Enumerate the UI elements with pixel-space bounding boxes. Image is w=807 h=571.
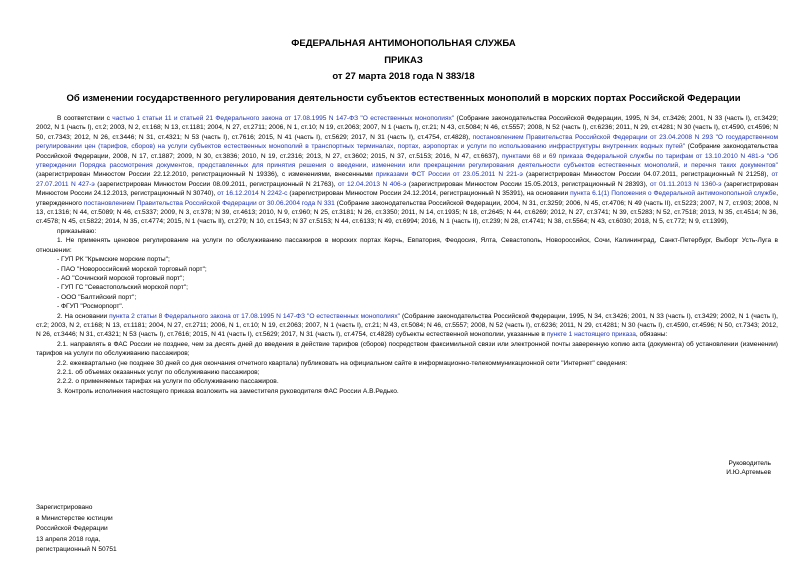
preamble-text: (зарегистрирован Минюстом России 24.12.2013, регистрационный N 30740),: [36, 180, 778, 198]
item-2-text: 2. На основании: [57, 312, 110, 320]
preamble-paragraph: [36, 114, 778, 227]
subitem-2-1: 2.1. направлять в ФАС России не позднее, чем за десять дней до введения в действие тарифов (сборов) посредством факсимильной связи или электронной почты заверенную копию акта (документа) об установлении (изменении) тарифов на услуги по обслуживанию пассажиров;: [36, 340, 778, 358]
preamble-text: (зарегистрирован Минюстом России 15.05.2013, регистрационный N 28393),: [406, 180, 650, 188]
item-3-text: 3. Контроль исполнения настоящего приказа возложить на заместителя руководителя ФАС России А.В.Редько.: [57, 387, 399, 395]
item-2-paragraph: [36, 312, 778, 340]
subject-list-item: - ООО "Балтийский порт";: [57, 293, 137, 301]
fst-order-1360-link[interactable]: от 01.11.2013 N 1360-э: [649, 180, 722, 188]
law-147-article-8-link[interactable]: пункта 2 статьи 8 Федерального закона от 17.08.1995 N 147-ФЗ "О естественных монополиях": [109, 312, 400, 320]
item-1-reference-link[interactable]: пункте 1 настоящего приказа: [546, 331, 636, 339]
fst-order-427-link[interactable]: от 27.07.2011 N 427-э: [36, 171, 778, 188]
subject-list-item: - ГУП ГС "Севастопольский морской порт";: [57, 284, 189, 292]
fst-order-481-link[interactable]: пунктами 68 и 69 приказа Федеральной службы по тарифам от 13.10.2010 N 481-э "Об утверждении Порядка рассмотрения документов, представленных для принятия решения о введении, изменении или прекращении регулирования деятельности субъектов естественных монополий, и перечня таких документов": [36, 152, 779, 170]
agency-heading: ФЕДЕРАЛЬНАЯ АНТИМОНОПОЛЬНАЯ СЛУЖБА: [291, 38, 516, 49]
preamble-text: (Собрание законодательства Российской Федерации, 1995, N 34, ст.3426; 2001, N 33 (часть I), ст.3429; 2002, N 1 (часть I), ст.2; 2003, N 2, ст.168; N 13, ст.1181; 2004, N 27, ст.2711; 2006, N 1, ст.10; N 19, ст.2063; 2007, N 1 (часть I), ст.21; N 43, ст.5084; N 46, ст.5557; 2008, N 52 (часть I), ст.6236; 2011, N 29, ст.4281; N 30 (часть I), ст.4590, ст.4596; N 50, ст.7343; 2012, N 26, ст.3446; N 31, ст.4321; N 53 (часть I), ст.7616; 2015, N 41 (часть I), ст.5629; 2017, N 31 (часть I), ст.4754, ст.4828),: [36, 115, 778, 141]
government-decree-331-link[interactable]: постановлением Правительства Российской Федерации от 30.06.2004 года N 331: [83, 199, 335, 207]
subitem-2-2-2: 2.2.2. о применяемых тарифах на услуги по обслуживанию пассажиров.: [57, 378, 279, 386]
subject-list-item: - ФГУП "Росморпорт".: [57, 303, 124, 311]
registration-block: [36, 503, 117, 556]
preamble-text: (Собрание законодательства Российской Федерации, 2004, N 31, ст.3259; 2006, N 45, ст.4706; N 49 (часть II), ст.5223; 2007, N 7, ст.903; 2008, N 13, ст.1316; N 44, ст.5089; N 46, ст.5337; 2009, N 3, ст.378; N 39, ст.4613; 2010, N 9, ст.960; N 25, ст.3181; N 26, ст.3350; 2011, N 14, ст.1935; N 18, ст.2645; N 44, ст.6269; 2012, N 27, ст.3741; N 39, ст.5283; N 52, ст.7518; 2013, N 35, ст.4514; N 36, ст.4578; N 45, ст.5822; 2014, N 35, ст.4774; 2015, N 1 (часть II), ст.279; N 10, ст.1543; N 37 ст.5153; N 44, ст.6133; N 49, ст.6994; 2016, N 1 (часть II), ст.239; N 28, ст.4741; N 38, ст.5564; N 43, ст.6030; 2018, N 5, ст.772; N 9, ст.1399),: [36, 199, 779, 226]
preamble-text: (Собрание законодательства Российской Федерации, 2008, N 17, ст.1887; 2009, N 30, ст.3836; 2010, N 19, ст.2316; 2013, N 27, ст.3602; 2015, N 37, ст.5153; 2016, N 47, ст.6637),: [36, 143, 778, 160]
date-number-heading: от 27 марта 2018 года N 383/18: [332, 71, 475, 82]
item-2-text: (Собрание законодательства Российской Федерации, 1995, N 34, ст.3426; 2001, N 33 (часть I), ст.3429; 2002, N 1 (часть I), ст.2; 2003, N 2, ст.168; N 13, ст.1181; 2004, N 27, ст.2711; 2006, N 1, ст.10; N 19, ст.2063; 2007, N 1 (часть I), ст.21; N 43, ст.5084; N 46, ст.5557; 2008, N 52 (часть I), ст.6236; 2011, N 29, ст.4281; N 30 (часть I), ст.4590, ст.4596; N 50, ст.7343; 2012, N 26, ст.3446; N 31, ст.4321; N 53 (часть I), ст.7616; 2015, N 41 (часть I), ст.5629; 2017, N 31 (часть I), ст.4754, ст.4828) субъекты естественной монополии, указанные в: [36, 312, 778, 339]
subject-heading: Об изменении государственного регулирования деятельности субъектов естественных монополий в морских портах Российской Федерации: [66, 93, 741, 104]
item-1-text: 1. Не применять ценовое регулирование на услуги по обслуживанию пассажиров в морских портах Керчь, Евпатория, Феодосия, Ялта, Севастополь, Новороссийск, Сочи, Калининград, Санкт-Петербург, Выборг Усть-Луга в отношении:: [36, 237, 778, 254]
registration-line: 13 апреля 2018 года,: [36, 535, 101, 543]
preamble-text: (зарегистрирован Минюстом России 08.09.2011, регистрационный N 21763),: [94, 180, 338, 188]
preamble-text: В соответствии с: [57, 115, 113, 122]
preamble-text: (зарегистрирован Минюстом России 04.07.2011, регистрационный N 21258),: [522, 171, 772, 179]
signatory-role: Руководитель: [728, 460, 771, 467]
preamble-text: (зарегистрирован Минюстом России 24.12.2014, регистрационный N 35391), на основании: [287, 190, 571, 198]
subitem-2-2-1: 2.2.1. об объемах оказанных услуг по обслуживанию пассажиров;: [57, 368, 260, 376]
document-type-heading: ПРИКАЗ: [384, 55, 423, 66]
subitem-2-2: 2.2. ежеквартально (не позднее 30 дней со дня окончания отчетного квартала) публиковать на официальном сайте в информационно-телекоммуникационной сети "Интернет" сведения:: [57, 359, 628, 367]
fst-order-406-link[interactable]: от 12.04.2013 N 406-э: [337, 180, 407, 188]
subject-list-item: - ПАО "Новороссийский морской торговый порт";: [57, 265, 207, 273]
signature-block: [726, 459, 771, 478]
registration-line: в Министерстве юстиции: [36, 514, 113, 522]
order-word: приказываю:: [57, 227, 97, 235]
registration-line: Зарегистрировано: [36, 504, 93, 511]
fst-order-221-link[interactable]: приказами ФСТ России от 23.05.2011 N 221-э: [375, 171, 523, 179]
document-body: [36, 114, 778, 396]
item-2-text: , обязаны:: [635, 331, 668, 339]
signatory-name: И.Ю.Артемьев: [726, 469, 771, 477]
subject-list-item: - АО "Сочинский морской торговый порт";: [57, 274, 185, 282]
preamble-text: , утвержденного: [36, 190, 779, 207]
preamble-text: (зарегистрирован Минюстом России 22.12.2010, регистрационный N 19336), с изменениями, внесенными: [36, 171, 376, 179]
registration-line: регистрационный N 50751: [36, 546, 117, 554]
fst-order-2242-link[interactable]: от 16.12.2014 N 2242-с: [217, 190, 288, 198]
law-147-link[interactable]: частью 1 статьи 11 и статьей 21 Федерального закона от 17.08.1995 N 147-ФЗ "О естественных монополиях": [112, 115, 455, 122]
government-decree-293-link[interactable]: постановлением Правительства Российской Федерации от 23.04.2008 N 293 "О государственном регулировании цен (тарифов, сборов) на услуги субъектов естественных монополий в транспортных терминалах, портах, аэропортах и услуги по использованию инфраструктуры внутренних водных путей": [36, 133, 778, 151]
registration-line: Российской Федерации: [36, 525, 108, 533]
fas-regulation-link[interactable]: пункта 6.1(1) Положения о Федеральной антимонопольной службе: [570, 190, 777, 198]
subject-list-item: - ГУП РК "Крымские морские порты";: [57, 256, 170, 264]
